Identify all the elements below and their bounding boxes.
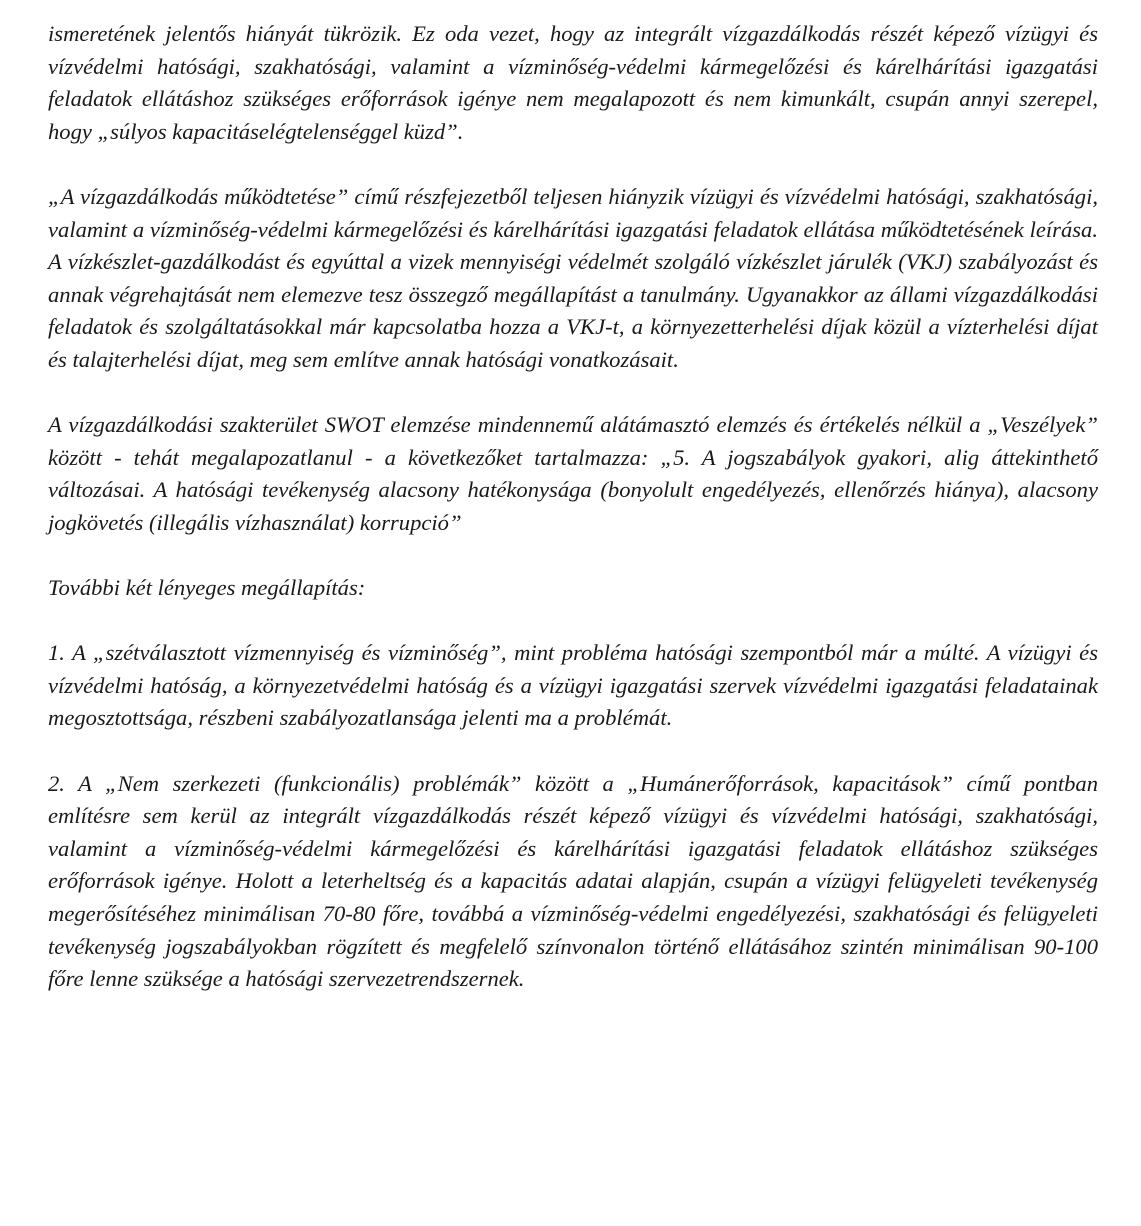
paragraph-finding-2: 2. A „Nem szerkezeti (funkcionális) problémák” között a „Humánerőforrások, kapacitások” című pontban említésre sem kerül az integrált vízgazdálkodás részét képező vízügyi és vízvédelmi hatósági, szakhatósági, valamint a vízminőség-védelmi kármegelőzési és kárelhárítási igazgatási feladatok ellátáshoz szükséges erőforrások igénye. Holott a leterheltség és a kapacitás adatai alapján, csupán a vízügyi felügyeleti tevékenység megerősítéséhez minimálisan 70-80 főre, továbbá a vízminőség-védelmi engedélyezési, szakhatósági és felügyeleti tevékenység jogszabályokban rögzített és megfelelő színvonalon történő ellátásához szintén minimálisan 90-100 főre lenne szüksége a hatósági szervezetrendszernek.: [48, 770, 1098, 992]
paragraph-findings-heading: További két lényeges megállapítás:: [48, 575, 366, 601]
paragraph-finding-1: 1. A „szétválasztott vízmennyiség és vízminőség”, mint probléma hatósági szempontból már a múlté. A vízügyi és vízvédelmi hatóság, a környezetvédelmi hatóság és a vízügyi igazgatási szervek vízvédelmi igazgatási feladatainak megosztottsága, részbeni szabályozatlansága jelenti ma a problémát.: [48, 640, 1098, 731]
document-page: [48, 18, 1098, 996]
paragraph-water-management-operation: „A vízgazdálkodás működtetése” című részfejezetből teljesen hiányzik vízügyi és vízvédelmi hatósági, szakhatósági, valamint a vízminőség-védelmi kármegelőzési és kárelhárítási igazgatási feladatok ellátása működtetésének leírása. A vízkészlet-gazdálkodást és egyúttal a vizek mennyiségi védelmét szolgáló vízkészlet járulék (VKJ) szabályozást és annak végrehajtását nem elemezve tesz összegző megállapítást a tanulmány. Ugyanakkor az állami vízgazdálkodási feladatok és szolgáltatásokkal már kapcsolatba hozza a VKJ-t, a környezetterhelési díjak közül a vízterhelési díjat és talajterhelési díjat, meg sem említve annak hatósági vonatkozásait.: [48, 183, 1098, 372]
paragraph-swot-analysis: A vízgazdálkodási szakterület SWOT elemzése mindennemű alátámasztó elemzés és értékelés nélkül a „Veszélyek” között - tehát megalapozatlanul - a következőket tartalmazza: „5. A jogszabályok gyakori, alig áttekinthető változásai. A hatósági tevékenység alacsony hatékonysága (bonyolult engedélyezés, ellenőrzés hiánya), alacsony jogkövetés (illegális vízhasználat) korrupció”: [48, 412, 1098, 535]
paragraph-capacity-shortage: ismeretének jelentős hiányát tükrözik. Ez oda vezet, hogy az integrált vízgazdálkodás részét képező vízügyi és vízvédelmi hatósági, szakhatósági, valamint a vízminőség-védelmi kármegelőzési és kárelhárítási igazgatási feladatok ellátáshoz szükséges erőforrások igénye nem megalapozott és nem kimunkált, csupán annyi szerepel, hogy „súlyos kapacitáselégtelenséggel küzd”.: [48, 21, 1098, 144]
